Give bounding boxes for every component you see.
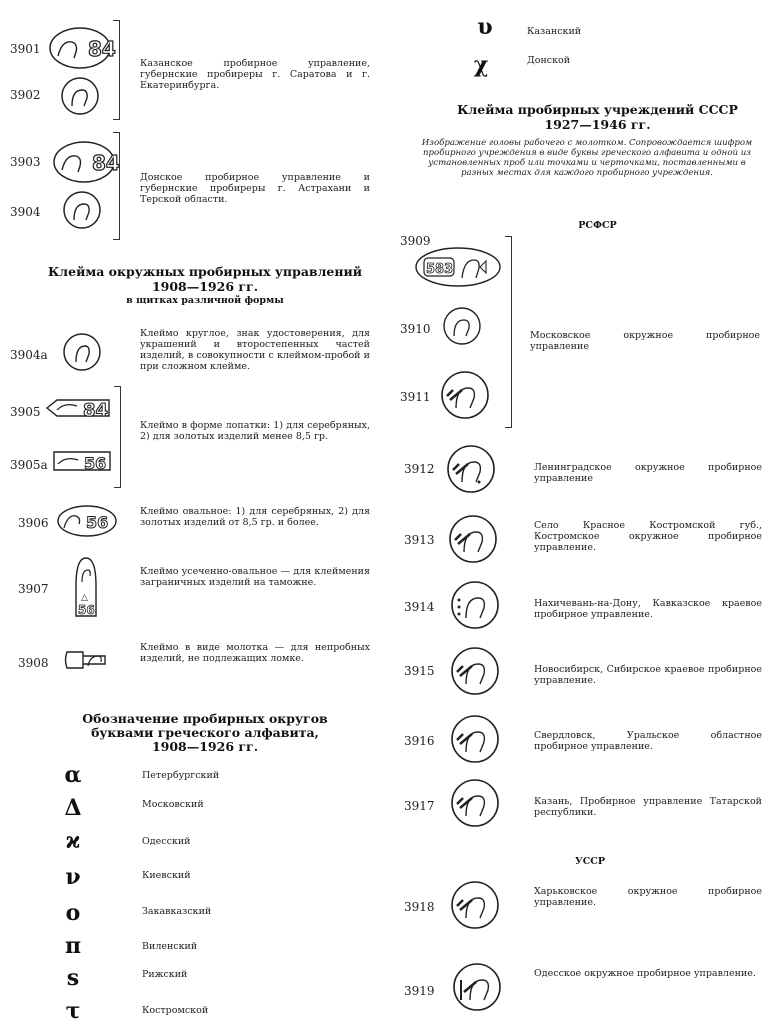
greek-letter-glyph: ѕ — [66, 965, 80, 991]
entry-description: Нахичевань-на-Дону, Кавказское краевое пробирное управление. — [534, 598, 762, 620]
round-worker-seal — [440, 370, 490, 420]
greek-letter-glyph: ν — [65, 864, 81, 890]
entry-number: 3904а — [10, 348, 48, 362]
seal-delta: △ — [81, 593, 88, 603]
seal-digits: 56 — [84, 454, 107, 473]
section-title: буквами греческого алфавита, — [91, 725, 319, 740]
oval-seal-84 — [52, 140, 120, 184]
greek-letter-glyph: ϰ — [65, 828, 81, 854]
entry-number: 3916 — [404, 734, 435, 748]
entry-description: Село Красное Костромской губ., Костромское окружное пробирное управление. — [534, 520, 762, 553]
seal-digits: 84 — [92, 151, 120, 175]
entry-description: Московское окружное пробирное управление — [530, 330, 760, 352]
greek-letter-glyph: π — [64, 933, 82, 959]
section-title-years: 1908—1926 гг. — [151, 739, 259, 754]
round-worker-seal — [450, 880, 500, 930]
entry-number: 3903 — [10, 155, 41, 169]
entry-number: 3902 — [10, 88, 41, 102]
district-name: Виленский — [142, 941, 198, 952]
entry-description: Донское пробирное управление и губернские пробиреры г. Астрахани и Терской области. — [140, 172, 370, 205]
oval-seal-84 — [48, 26, 116, 70]
round-worker-seal — [442, 306, 482, 346]
subsection-label: УССР — [575, 856, 605, 867]
entry-number: 3901 — [10, 42, 41, 56]
entry-number: 3905 — [10, 405, 41, 419]
section-title: Клейма окружных пробирных управлений — [47, 264, 363, 279]
district-name: Рижский — [142, 969, 188, 980]
section-intro: Изображение головы рабочего с молотком. Сопровождается шифром пробирного учреждения в виде буквы греческого алфавита и одной из установленных проб или точками и черточками, поставленными в разных местах для каждого пробирного учреждения. — [421, 138, 753, 178]
district-name: Закавказский — [142, 906, 212, 917]
round-head-seal — [62, 332, 102, 372]
entry-description: Ленинградское окружное пробирное управление — [534, 462, 762, 484]
entry-description: Одесское окружное пробирное управление. — [534, 968, 756, 979]
seal-digits: 84 — [88, 37, 116, 61]
entry-number: 3904 — [10, 205, 41, 219]
entry-number: 3909 — [400, 234, 431, 248]
entry-description: Казань, Пробирное управление Татарской республики. — [534, 796, 762, 818]
entry-number: 3914 — [404, 600, 435, 614]
entry-description: Харьковское окружное пробирное управление. — [534, 886, 762, 908]
round-worker-seal — [452, 962, 502, 1012]
seal-digits: 56 — [78, 603, 95, 617]
round-head-seal — [62, 190, 102, 230]
spade-seal-84 — [45, 394, 113, 422]
section-title-years: 1927—1946 гг. — [544, 117, 651, 132]
round-worker-seal — [450, 778, 500, 828]
spade-seal-56 — [50, 446, 114, 476]
entry-description: Клеймо круглое, знак удостоверения, для украшений и второстепенных частей изделий, в совокупности с клеймом-пробой и при сложном клейме. — [140, 328, 370, 372]
entry-number: 3915 — [404, 664, 435, 678]
entry-number: 3908 — [18, 656, 49, 670]
district-name: Петербургский — [142, 770, 220, 781]
district-name: Костромской — [142, 1005, 209, 1016]
greek-letter-glyph: χ — [473, 52, 489, 78]
entry-description: Свердловск, Уральское областное пробирное управление. — [534, 730, 762, 752]
seal-digits: 583 — [426, 262, 454, 277]
oval-seal-583 — [414, 246, 502, 288]
district-name: Киевский — [142, 870, 191, 881]
round-head-seal — [60, 76, 100, 116]
entry-description: Клеймо овальное: 1) для серебряных, 2) для золотых изделий от 8,5 гр. и более. — [140, 506, 370, 528]
section-title: Обозначение пробирных округов — [82, 711, 328, 726]
district-name: Московский — [142, 799, 204, 810]
district-name: Казанский — [527, 26, 582, 37]
entry-number: 3918 — [404, 900, 435, 914]
round-worker-seal — [450, 714, 500, 764]
section-title-years: 1908—1926 гг. — [151, 279, 259, 294]
greek-letter-glyph: α — [64, 762, 82, 788]
entry-description: Клеймо усеченно-овальное — для клеймения заграничных изделий на таможне. — [140, 566, 370, 588]
entry-description: Новосибирск, Сибирское краевое пробирное управление. — [534, 664, 762, 686]
group-bracket — [505, 236, 512, 428]
entry-number: 3910 — [400, 322, 431, 336]
entry-number: 3905а — [10, 458, 48, 472]
oval-seal-56 — [56, 504, 118, 538]
subsection-label: РСФСР — [578, 220, 617, 231]
round-worker-seal — [446, 444, 496, 494]
greek-letter-glyph: Δ — [64, 795, 82, 821]
hammer-seal — [64, 644, 110, 676]
entry-number: 3911 — [400, 390, 431, 404]
district-name: Одесский — [142, 836, 191, 847]
entry-number: 3906 — [18, 516, 49, 530]
entry-number: 3917 — [404, 799, 435, 813]
greek-letter-glyph: τ — [65, 998, 81, 1024]
entry-description: Клеймо в виде молотка — для непробных изделий, не подлежащих ломке. — [140, 642, 370, 664]
entry-description: Клеймо в форме лопатки: 1) для серебряных, 2) для золотых изделий менее 8,5 гр. — [140, 420, 370, 442]
group-bracket — [113, 20, 120, 120]
round-worker-seal — [450, 646, 500, 696]
entry-number: 3907 — [18, 582, 49, 596]
section-subtitle: в щитках различной формы — [126, 295, 284, 306]
seal-digits: 84 — [83, 400, 109, 421]
greek-letter-glyph: υ — [477, 14, 493, 40]
seal-digits: 56 — [86, 513, 109, 532]
district-name: Донской — [527, 55, 571, 66]
section-title: Клейма пробирных учреждений СССР — [457, 102, 738, 117]
group-bracket — [113, 132, 120, 240]
round-worker-seal — [448, 514, 498, 564]
entry-description: Казанское пробирное управление, губернские пробиреры г. Саратова и г. Екатеринбурга. — [140, 58, 370, 91]
greek-letter-glyph: o — [65, 900, 81, 926]
entry-number: 3913 — [404, 533, 435, 547]
entry-number: 3912 — [404, 462, 435, 476]
round-worker-seal — [450, 580, 500, 630]
truncated-oval-seal — [72, 556, 100, 620]
group-bracket — [114, 386, 121, 488]
entry-number: 3919 — [404, 984, 435, 998]
